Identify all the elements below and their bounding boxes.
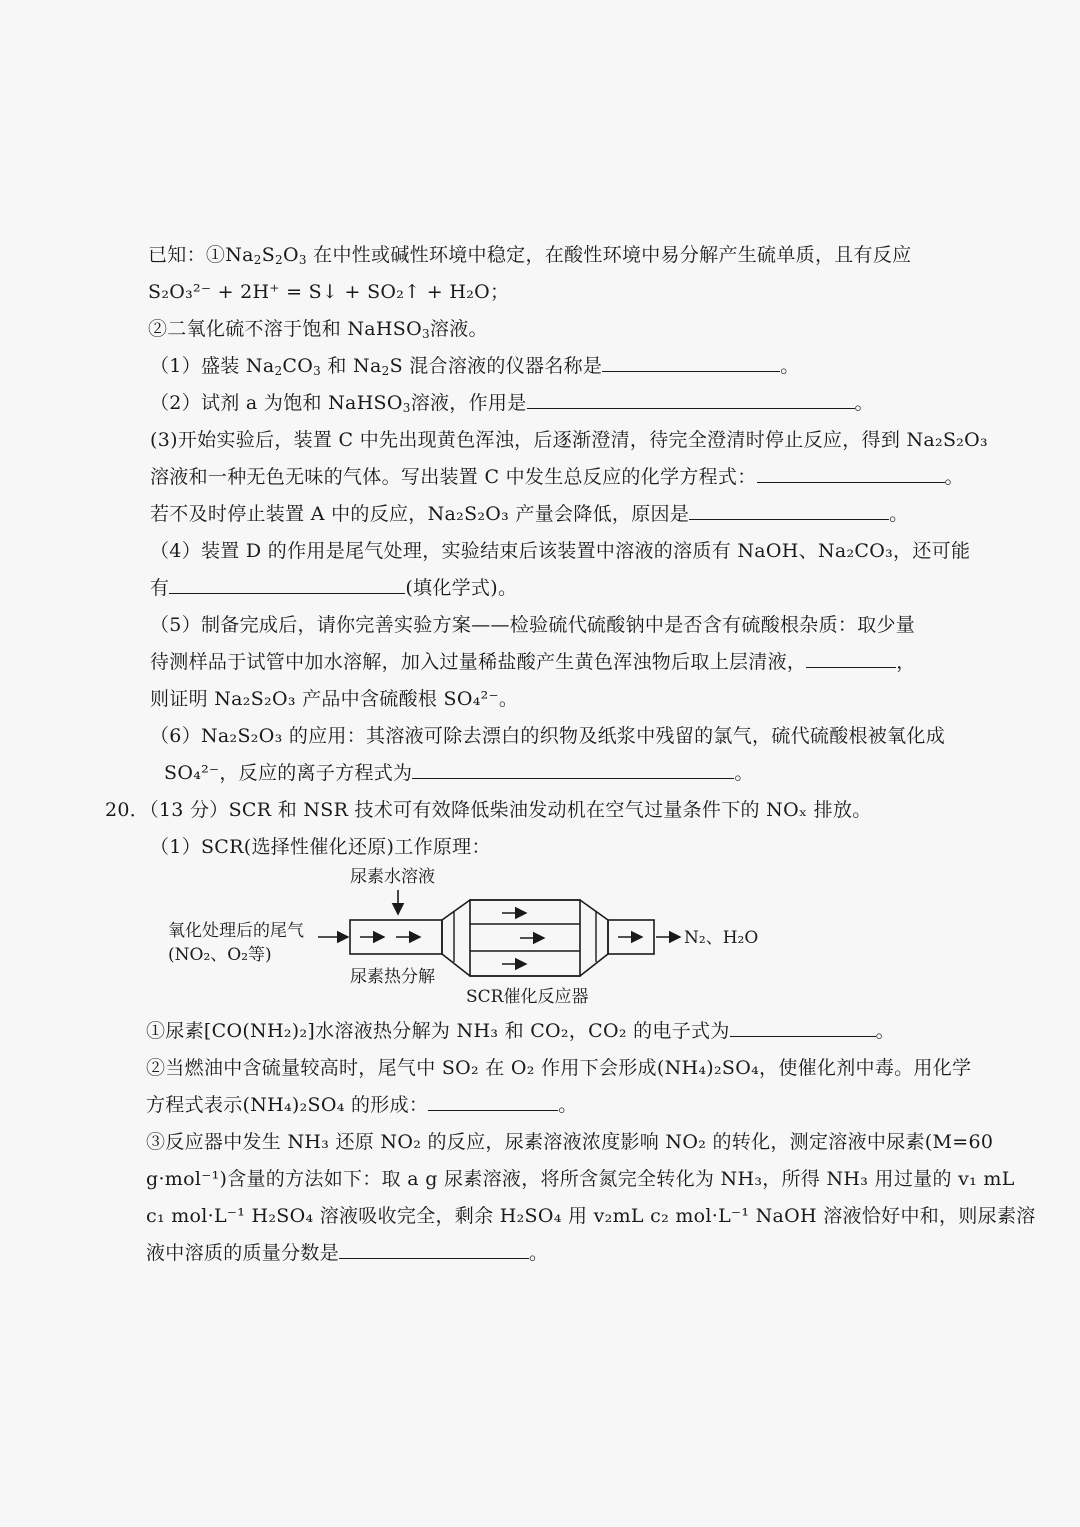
known-text: 在中性或碱性环境中稳定，在酸性环境中易分解产生硫单质，且有反应 xyxy=(313,244,912,266)
q-text: 。 xyxy=(529,1242,549,1264)
scr-diagram xyxy=(150,858,810,1018)
question-5-line-1: （5）制备完成后，请你完善实验方案——检验硫代硫酸钠中是否含有硫酸根杂质：取少量 xyxy=(150,614,916,636)
q-text: (填化学式)。 xyxy=(405,577,518,599)
q-text: 。 xyxy=(734,762,754,784)
question-20-sub-1: （1）SCR(选择性催化还原)工作原理： xyxy=(150,836,491,858)
question-5-line-2 xyxy=(150,649,916,675)
question-2: （2）试剂 a 为饱和 NaHSO$_3$溶液，作用是 。 xyxy=(150,392,874,415)
answer-blank[interactable] xyxy=(339,1240,529,1259)
q-text: 方程式表示(NH₄)₂SO₄ 的形成： xyxy=(146,1094,429,1116)
question-20-part-3-line-1: ③反应器中发生 NH₃ 还原 NO₂ 的反应，尿素溶液浓度影响 NO₂ 的转化，测定溶液中尿素(M=60 xyxy=(146,1131,994,1153)
input-gas-composition: (NO₂、O₂等) xyxy=(168,945,272,965)
answer-blank[interactable] xyxy=(689,501,889,520)
question-20-part-3-line-2: g·mol⁻¹)含量的方法如下：取 a g 尿素溶液，将所含氮完全转化为 NH₃，所得 NH₃ 用过量的 v₁ mL xyxy=(146,1168,1015,1190)
known-text: ②二氧化硫不溶于饱和 NaHSO xyxy=(148,318,422,340)
q-text: 有 xyxy=(150,577,170,599)
q-text: 待测样品于试管中加水溶解，加入过量稀盐酸产生黄色浑浊物后取上层清液， xyxy=(150,651,807,673)
answer-blank[interactable] xyxy=(757,464,945,483)
urea-solution-label: 尿素水溶液 xyxy=(350,867,435,887)
q-text: 溶液和一种无色无味的气体。写出装置 C 中发生总反应的化学方程式： xyxy=(150,466,757,488)
urea-decomposition-label: 尿素热分解 xyxy=(350,967,435,987)
question-3-line-1: (3)开始实验后，装置 C 中先出现黄色浑浊，后逐渐澄清，待完全澄清时停止反应，得到 Na₂S₂O₃ xyxy=(150,429,988,451)
q-text: 。 xyxy=(854,392,874,414)
q-text: CO xyxy=(282,355,314,377)
reactor-ends xyxy=(454,912,596,962)
answer-blank[interactable] xyxy=(602,353,780,372)
question-20-part-3-line-3: c₁ mol·L⁻¹ H₂SO₄ 溶液吸收完全，剩余 H₂SO₄ 用 v₂mL c₂ mol·L⁻¹ NaOH 溶液恰好中和，则尿素溶 xyxy=(146,1205,1036,1227)
question-5-line-3: 则证明 Na₂S₂O₃ 产品中含硫酸根 SO₄²⁻。 xyxy=(150,688,519,710)
question-20-header: 20．（13 分）SCR 和 NSR 技术可有效降低柴油发动机在空气过量条件下的 NOₓ 排放。 xyxy=(105,799,872,821)
q-text: S 混合溶液的仪器名称是 xyxy=(389,355,603,377)
q-text: 和 Na xyxy=(327,355,382,377)
output-products-label: N₂、H₂O xyxy=(684,928,759,948)
q-text: 。 xyxy=(889,503,909,525)
known-line-3: ②二氧化硫不溶于饱和 NaHSO$_3$溶液。 xyxy=(148,318,488,341)
known-line-2: S₂O₃²⁻ + 2H⁺ = S↓ + SO₂↑ + H₂O； xyxy=(148,281,510,303)
question-3-line-3 xyxy=(150,501,908,527)
question-20-part-2-line-2 xyxy=(146,1092,578,1118)
q-text: （2）试剂 a 为饱和 NaHSO xyxy=(150,392,403,414)
q-text: 。 xyxy=(558,1094,578,1116)
answer-blank[interactable] xyxy=(412,760,734,779)
known-text: 已知：①Na xyxy=(148,244,254,266)
question-1: （1）盛装 $Na_2CO_3$ 和 $Na_2S$ 混合溶液的仪器名称是 。 xyxy=(150,355,800,378)
q-text: ①尿素[CO(NH₂)₂]水溶液热分解为 NH₃ 和 CO₂，CO₂ 的电子式为 xyxy=(146,1020,730,1042)
known-line-1: 已知：$①Na_2S_2O_3$ 在中性或碱性环境中稳定，在酸性环境中易分解产生硫单质，且有反应 xyxy=(148,244,912,267)
question-3-line-2 xyxy=(150,464,964,490)
q-text: 液中溶质的质量分数是 xyxy=(146,1242,340,1264)
q-text: （1）盛装 Na xyxy=(150,355,275,377)
q-text: ， xyxy=(896,651,916,673)
q-text: 若不及时停止装置 A 中的反应，Na₂S₂O₃ 产量会降低，原因是 xyxy=(150,503,690,525)
q-text: 。 xyxy=(944,466,964,488)
question-20-part-3-line-4 xyxy=(146,1240,548,1266)
answer-blank[interactable] xyxy=(806,649,896,668)
q-text: 溶液，作用是 xyxy=(410,392,527,414)
scr-reactor-label: SCR催化反应器 xyxy=(466,987,589,1007)
answer-blank[interactable] xyxy=(527,390,855,409)
answer-blank[interactable] xyxy=(169,575,405,594)
question-20-part-1 xyxy=(146,1018,895,1044)
q-text: SO₄²⁻，反应的离子方程式为 xyxy=(164,762,413,784)
question-4-line-2 xyxy=(150,575,517,601)
q-text: 。 xyxy=(780,355,800,377)
question-4-line-1: （4）装置 D 的作用是尾气处理，实验结束后该装置中溶液的溶质有 NaOH、Na₂CO₃，还可能 xyxy=(150,540,971,562)
question-20-part-2-line-1: ②当燃油中含硫量较高时，尾气中 SO₂ 在 O₂ 作用下会形成(NH₄)₂SO₄，使催化剂中毒。用化学 xyxy=(146,1057,972,1079)
answer-blank[interactable] xyxy=(428,1092,558,1111)
input-gas-label: 氧化处理后的尾气 xyxy=(168,921,304,941)
q-text: 。 xyxy=(875,1020,895,1042)
question-6-line-2 xyxy=(164,760,754,786)
known-text: 溶液。 xyxy=(429,318,488,340)
question-6-line-1: （6）Na₂S₂O₃ 的应用：其溶液可除去漂白的织物及纸浆中残留的氯气，硫代硫酸根被氧化成 xyxy=(150,725,946,747)
answer-blank[interactable] xyxy=(730,1018,876,1037)
